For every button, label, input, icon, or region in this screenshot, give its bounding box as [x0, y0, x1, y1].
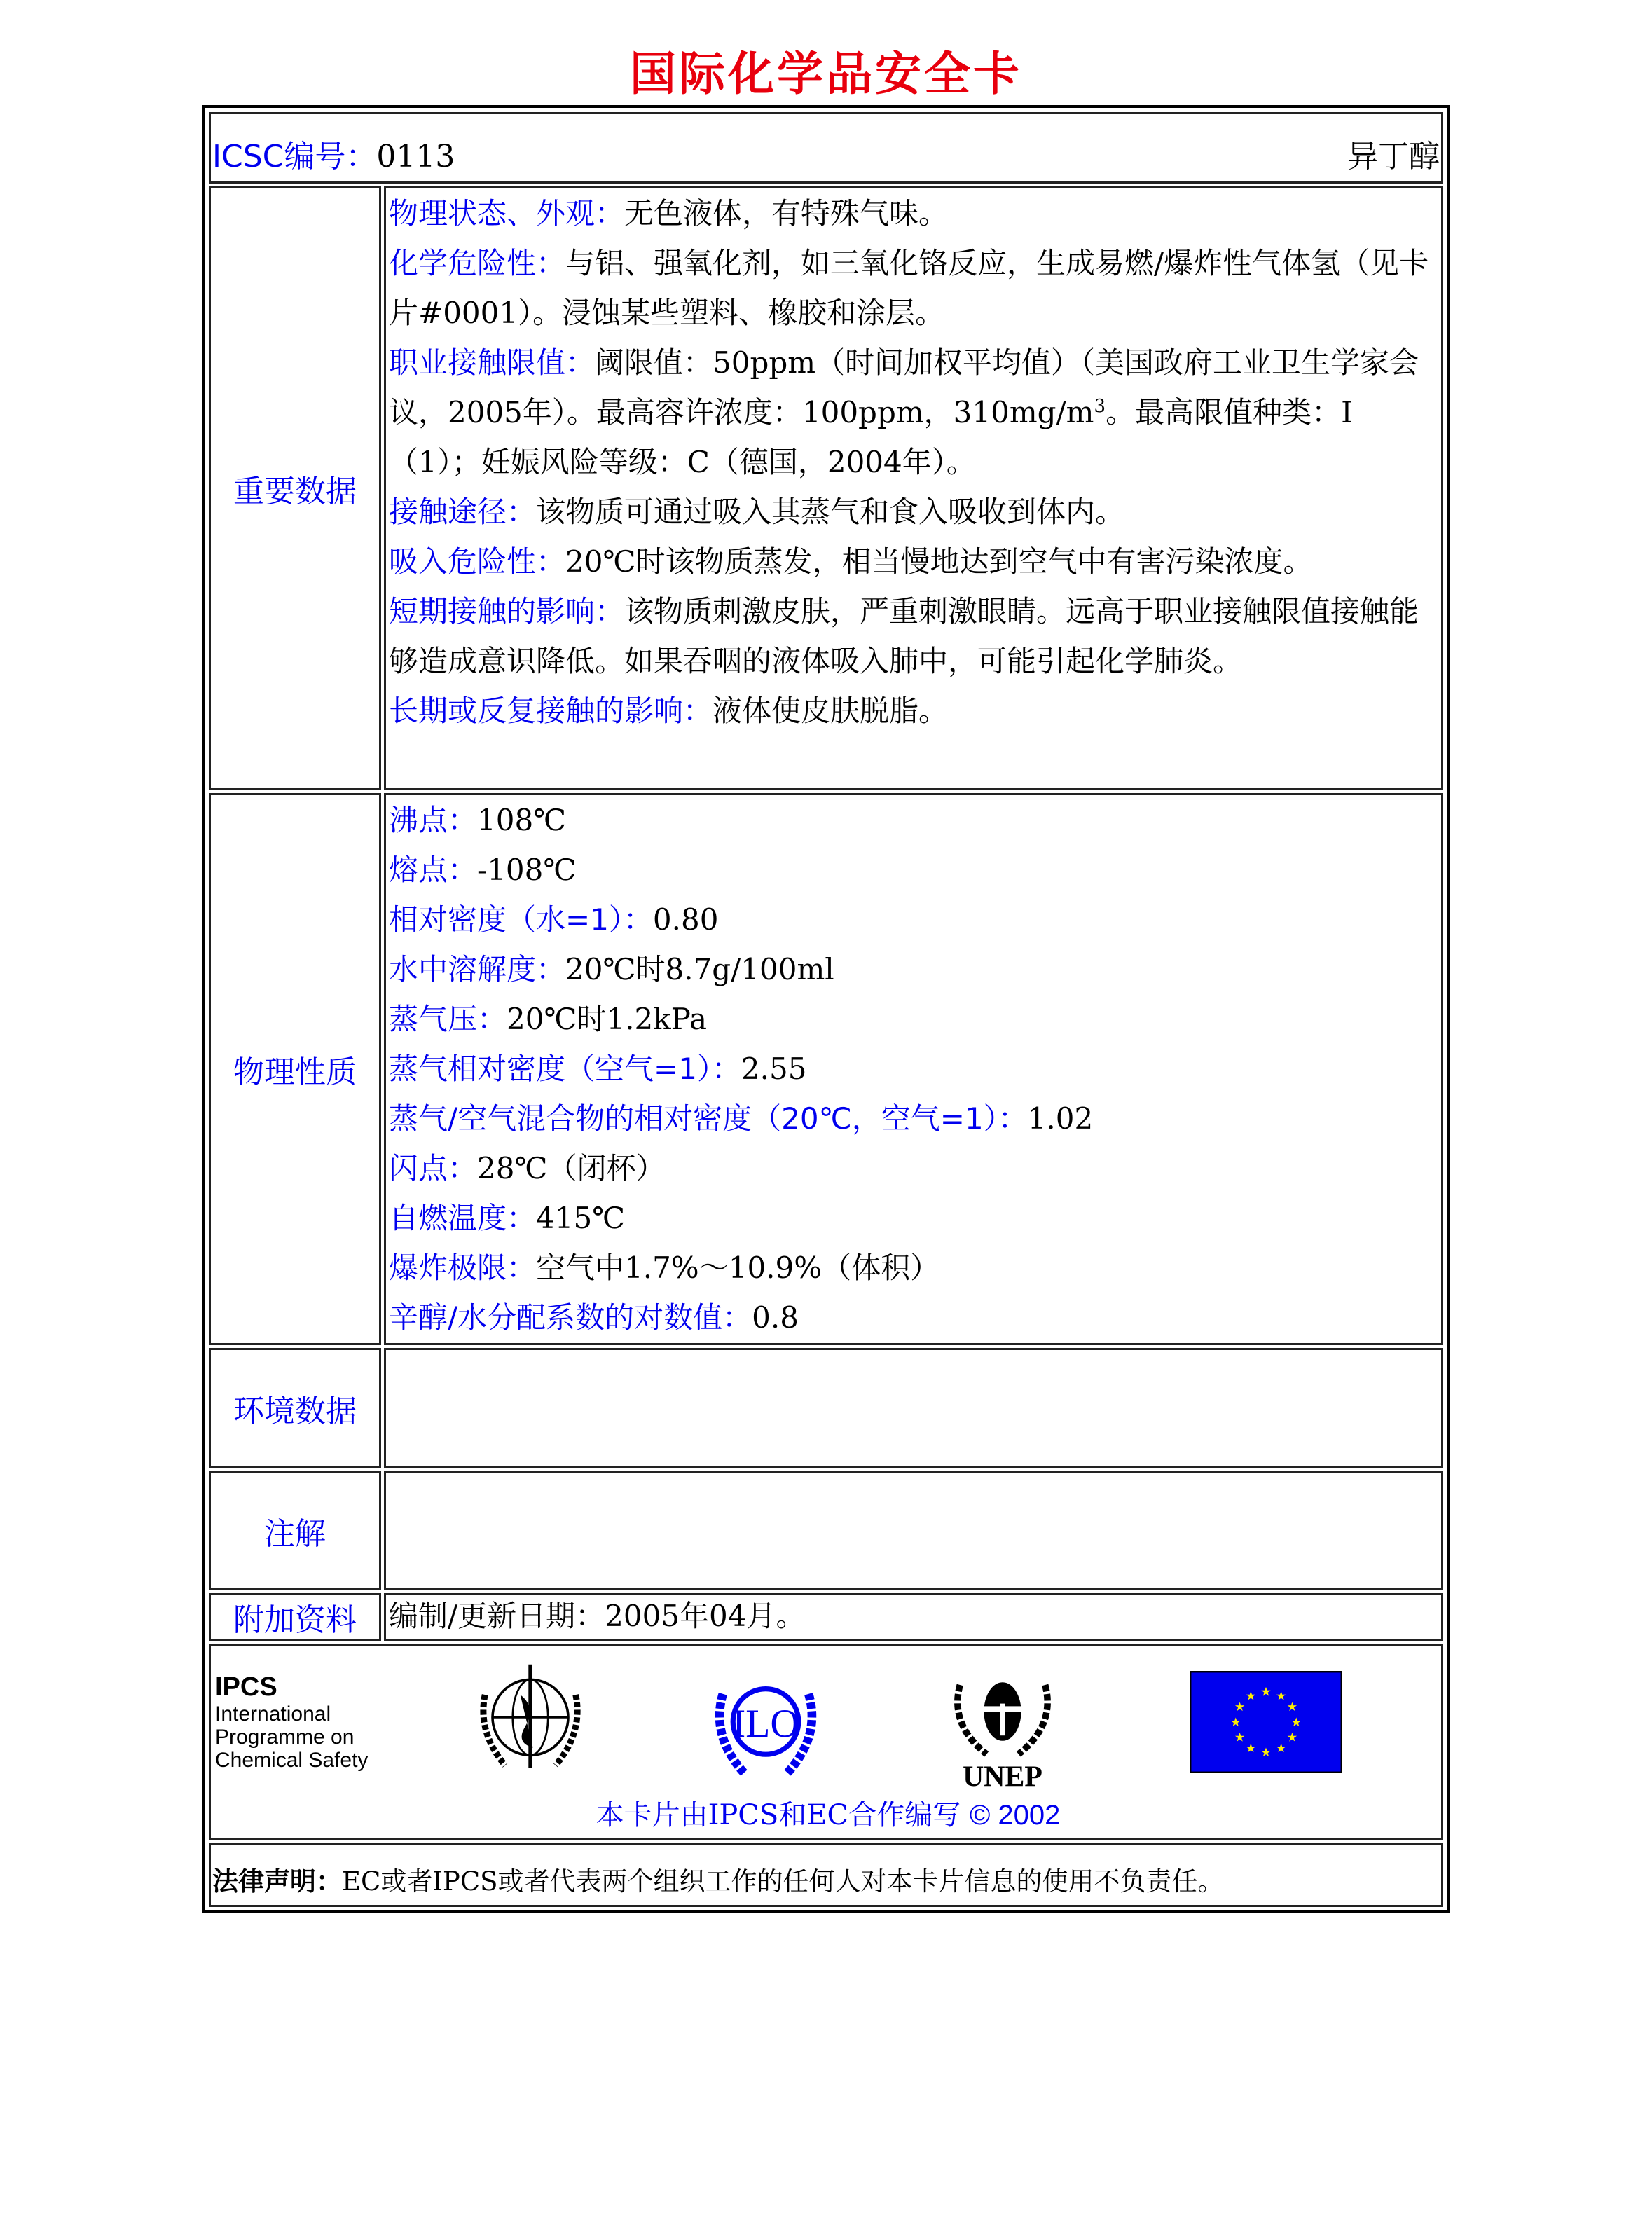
- ipcs-line: Programme on: [215, 1726, 355, 1749]
- ilo-emblem-icon: [701, 1661, 830, 1787]
- data-field: [389, 487, 1438, 537]
- eu-star-icon: ★: [1286, 1700, 1298, 1715]
- data-field: [389, 1243, 1438, 1293]
- eu-star-icon: ★: [1245, 1689, 1257, 1704]
- legal-disclaimer: [209, 1843, 1443, 1907]
- field-value: 1.02: [1027, 1101, 1094, 1136]
- eu-star-icon: ★: [1275, 1742, 1287, 1756]
- ipcs-title: IPCS: [215, 1672, 277, 1702]
- field-value: 0.8: [752, 1300, 799, 1335]
- environment-content: [384, 1348, 1443, 1468]
- icsc-card-table: [202, 105, 1450, 1913]
- superscript: 3: [1094, 396, 1106, 417]
- data-field: [389, 586, 1438, 686]
- field-value: 20℃时该物质蒸发，相当慢地达到空气中有害污染浓度。: [565, 544, 1313, 579]
- field-value: 空气中1.7%～10.9%（体积）: [536, 1251, 940, 1285]
- legal-line: [212, 1860, 1224, 1898]
- field-key: 沸点：: [389, 803, 478, 837]
- data-field: [389, 188, 1438, 238]
- data-field: [389, 1094, 1438, 1143]
- footer-logos: [209, 1644, 1443, 1840]
- credit-line: [211, 1793, 1445, 1833]
- data-field: [389, 1143, 1438, 1193]
- label-text: 环境数据: [233, 1393, 357, 1429]
- icsc-number-field: [212, 131, 455, 176]
- eu-flag-icon: [1190, 1671, 1342, 1773]
- who-emblem-icon: [466, 1657, 595, 1783]
- data-field: [389, 238, 1438, 338]
- field-value: 20℃时8.7g/100ml: [565, 952, 834, 986]
- eu-star-icon: ★: [1234, 1730, 1246, 1745]
- eu-star-icon: ★: [1290, 1715, 1302, 1730]
- field-key: 相对密度（水=1）：: [389, 902, 653, 937]
- data-field: [389, 845, 1438, 895]
- icsc-label: ICSC编号：: [212, 139, 377, 174]
- field-key: 爆炸极限：: [389, 1251, 537, 1285]
- label-text: 物理性质: [233, 1054, 357, 1090]
- field-value: 该物质刺激皮肤，严重刺激眼睛。远高于职业接触限值接触能够造成意识降低。如果吞咽的液体吸入肺中，可能引起化学肺炎。: [389, 594, 1419, 678]
- notes-content: [384, 1471, 1443, 1590]
- field-key: 熔点：: [389, 853, 478, 887]
- data-field: [389, 994, 1438, 1044]
- eu-star-icon: ★: [1275, 1689, 1287, 1704]
- credit-text: 本卡片由IPCS和EC合作编写: [596, 1799, 961, 1831]
- ipcs-line: International: [215, 1702, 331, 1726]
- eu-star-icon: ★: [1260, 1685, 1272, 1700]
- field-key: 短期接触的影响：: [389, 594, 625, 628]
- label-additional: [209, 1593, 381, 1641]
- field-value: 无色液体，有特殊气味。: [624, 196, 949, 230]
- field-value: 20℃时1.2kPa: [507, 1002, 708, 1036]
- data-field: [389, 537, 1438, 586]
- chemical-name: 异丁醇: [1347, 139, 1440, 174]
- field-key: 辛醇/水分配系数的对数值：: [389, 1300, 752, 1335]
- header-row: [209, 112, 1443, 184]
- data-field: [389, 795, 1438, 845]
- field-key: 蒸气相对密度（空气=1）：: [389, 1052, 741, 1086]
- field-key: 物理状态、外观：: [389, 196, 625, 230]
- label-important-data: [209, 186, 381, 790]
- data-field: [389, 1044, 1438, 1094]
- field-key: 化学危险性：: [389, 246, 566, 280]
- data-field: [389, 1293, 1438, 1342]
- unep-text: UNEP: [963, 1761, 1042, 1791]
- field-key: 吸入危险性：: [389, 544, 566, 579]
- data-field: [389, 686, 1438, 736]
- field-value: 108℃: [477, 803, 567, 837]
- field-value: 28℃（闭杯）: [477, 1151, 666, 1185]
- important-data-content: [384, 186, 1443, 790]
- label-text: 注解: [264, 1516, 326, 1552]
- eu-star-icon: ★: [1245, 1742, 1257, 1756]
- field-value: 液体使皮肤脱脂。: [713, 694, 949, 728]
- physical-properties-content: [384, 793, 1443, 1345]
- ipcs-block: [215, 1672, 368, 1772]
- eu-star-icon: ★: [1234, 1700, 1246, 1715]
- field-value: -108℃: [477, 853, 577, 887]
- data-field: [389, 338, 1438, 487]
- field-key: 蒸气压：: [389, 1002, 507, 1036]
- field-key: 接触途径：: [389, 495, 537, 529]
- legal-text: EC或者IPCS或者代表两个组织工作的任何人对本卡片信息的使用不负责任。: [342, 1866, 1224, 1897]
- field-key: 长期或反复接触的影响：: [389, 694, 713, 728]
- field-value: 该物质可通过吸入其蒸气和食入吸收到体内。: [536, 495, 1125, 529]
- field-key: 蒸气/空气混合物的相对密度（20℃，空气=1）：: [389, 1101, 1028, 1136]
- field-value: 2.55: [741, 1052, 807, 1086]
- update-date: 编制/更新日期：2005年04月。: [389, 1599, 806, 1633]
- legal-label: 法律声明：: [212, 1866, 342, 1897]
- ipcs-line: Chemical Safety: [215, 1749, 369, 1772]
- field-key: 闪点：: [389, 1151, 478, 1185]
- unep-emblem-icon: [947, 1658, 1059, 1791]
- field-key: 职业接触限值：: [389, 345, 596, 380]
- field-value: 0.80: [652, 902, 719, 937]
- field-value: 阈限值：50ppm（时间加权平均值）（美国政府工业卫生学家会议，2005年）。最高容许浓度：100ppm，310mg/m: [389, 345, 1419, 429]
- page-title: 国际化学品安全卡: [630, 47, 1022, 101]
- data-field: [389, 1193, 1438, 1243]
- field-key: 自燃温度：: [389, 1201, 537, 1235]
- eu-star-icon: ★: [1286, 1730, 1298, 1745]
- svg-text:ILO: ILO: [732, 1702, 799, 1746]
- eu-star-icon: ★: [1230, 1715, 1241, 1730]
- copyright: © 2002: [969, 1800, 1061, 1831]
- label-text: 附加资料: [233, 1602, 357, 1638]
- additional-content: [384, 1593, 1443, 1641]
- label-text: 重要数据: [233, 474, 357, 509]
- data-field: [389, 944, 1438, 994]
- field-value: 。最高限值种类：I（1）；妊娠风险等级：C（德国，2004年）。: [389, 395, 1353, 479]
- eu-star-icon: ★: [1260, 1745, 1272, 1760]
- label-physical-properties: [209, 793, 381, 1345]
- label-notes: [209, 1471, 381, 1590]
- field-value: 与铝、强氧化剂，如三氧化铬反应，生成易燃/爆炸性气体氢（见卡片#0001）。浸蚀某些塑料、橡胶和涂层。: [389, 246, 1429, 330]
- field-value: 415℃: [536, 1201, 626, 1235]
- label-environment: [209, 1348, 381, 1468]
- field-key: 水中溶解度：: [389, 952, 566, 986]
- icsc-number: 0113: [376, 139, 455, 174]
- data-field: [389, 895, 1438, 944]
